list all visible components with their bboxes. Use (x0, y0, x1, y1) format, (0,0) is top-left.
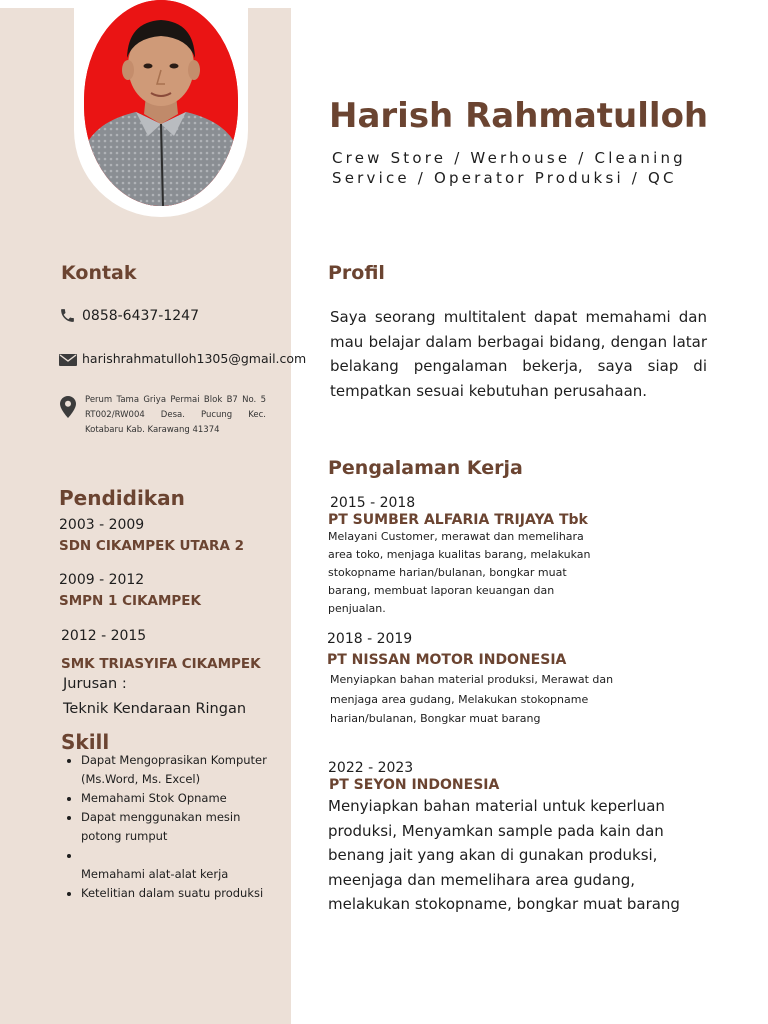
candidate-name: Harish Rahmatulloh (329, 96, 709, 136)
skills-list (59, 751, 271, 903)
phone-icon (59, 307, 76, 324)
experience-company-3: PT SEYON INDONESIA (329, 777, 500, 793)
education-years-2: 2009 - 2012 (59, 572, 145, 588)
experience-description-2: Menyiapkan bahan material produksi, Merawat dan menjaga area gudang, Melakukan stokopname harian/bulanan, Bongkar muat barang (330, 673, 614, 725)
skill-item: • Ketelitian dalam suatu produksi (81, 884, 271, 903)
profile-photo (84, 0, 238, 206)
experience-years-1: 2015 - 2018 (330, 495, 416, 511)
skill-item: • Dapat menggunakan mesin potong rumput (81, 808, 271, 846)
contact-heading: Kontak (61, 262, 137, 284)
phone-number: 0858-6437-1247 (82, 307, 199, 324)
education-school-3: SMK TRIASYIFA CIKAMPEK (61, 656, 261, 672)
contact-email (59, 351, 306, 366)
skill-item: • Dapat Mengoprasikan Komputer (Ms.Word, Ms. Excel) (81, 751, 271, 789)
home-address: Perum Tama Griya Permai Blok B7 No. 5 RT002/RW004 Desa. Pucung Kec. Kotabaru Kab. Karawang 41374 (85, 395, 266, 435)
skill-item: Memahami alat-alat kerja (81, 867, 229, 881)
experience-years-2: 2018 - 2019 (327, 631, 413, 647)
skills-heading: Skill (61, 730, 110, 754)
education-major-label: Jurusan : (63, 676, 127, 692)
skill-item-empty (81, 846, 271, 865)
experience-heading: Pengalaman Kerja (328, 457, 523, 479)
skill-item: • Memahami Stok Opname (81, 789, 271, 808)
education-years-3: 2012 - 2015 (61, 628, 147, 644)
experience-description-1: Melayani Customer, merawat dan memelihara area toko, menjaga kualitas barang, melakukan stokopname harian/bulanan, bongkar muat barang, membuat laporan keuangan dan penjualan. (328, 530, 591, 615)
education-school-2: SMPN 1 CIKAMPEK (59, 593, 201, 609)
envelope-icon (59, 352, 77, 366)
job-titles: Crew Store / Werhouse / Cleaning Service / Operator Produksi / QC (332, 149, 686, 187)
map-pin-icon (60, 396, 76, 422)
experience-years-3: 2022 - 2023 (328, 760, 414, 776)
education-years-1: 2003 - 2009 (59, 517, 145, 533)
profile-summary: Saya seorang multitalent dapat memahami dan mau belajar dalam berbagai bidang, dengan latar belakang pengalaman bekerja, saya siap di tempatkan sesuai kebutuhan perusahaan. (330, 308, 707, 400)
contact-phone (59, 307, 199, 324)
experience-company-1: PT SUMBER ALFARIA TRIJAYA Tbk (328, 512, 588, 528)
experience-description-3: Menyiapkan bahan material untuk keperluan produksi, Menyamkan sample pada kain dan benang jait yang akan di gunakan produksi, meenjaga dan memelihara area gudang, melakukan stokopname, bongkar muat barang (328, 797, 680, 913)
experience-company-2: PT NISSAN MOTOR INDONESIA (327, 652, 567, 668)
education-heading: Pendidikan (59, 486, 185, 510)
education-major: Teknik Kendaraan Ringan (63, 701, 247, 717)
email-address: harishrahmatulloh1305@gmail.com (82, 351, 307, 366)
education-school-1: SDN CIKAMPEK UTARA 2 (59, 538, 244, 554)
profile-heading: Profil (328, 262, 385, 284)
